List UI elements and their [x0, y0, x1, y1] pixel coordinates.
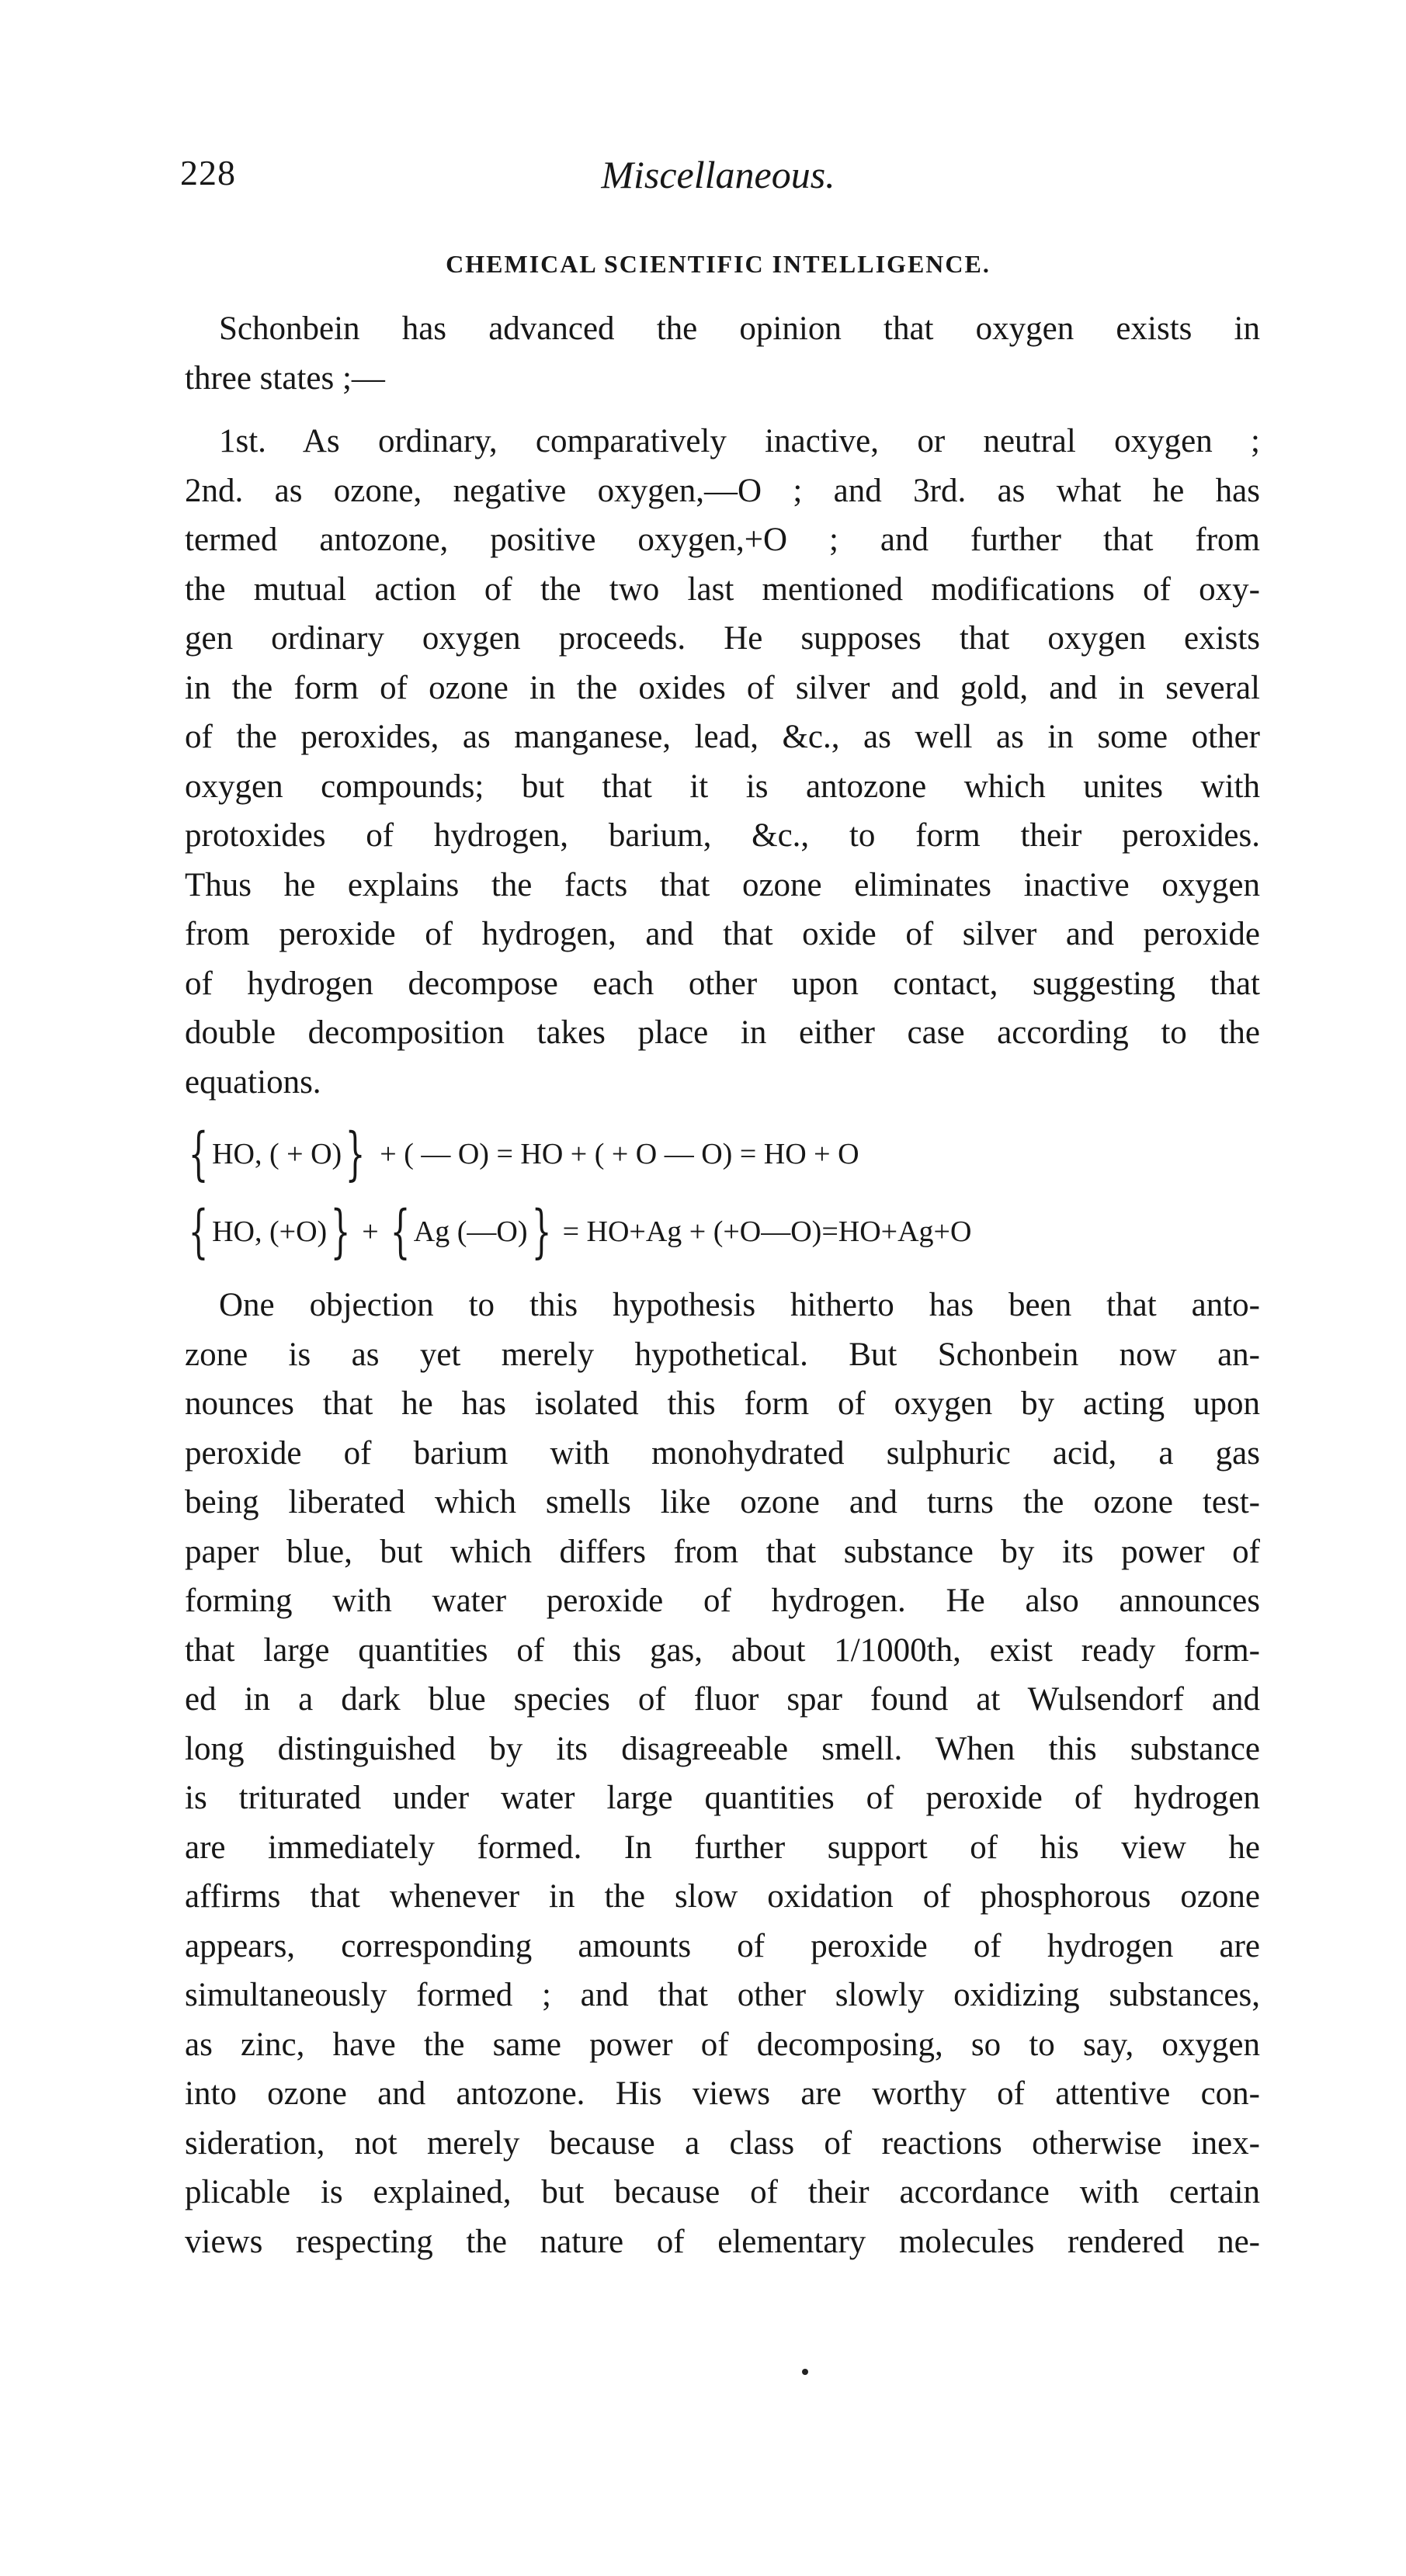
text-line: protoxides of hydrogen, barium, &c., to form their peroxides.: [185, 817, 1260, 854]
page-number: 228: [180, 153, 236, 192]
left-brace: {: [188, 1121, 209, 1187]
text-line: views respecting the nature of elementary molecules rendered ne-: [185, 2223, 1260, 2260]
text-line: appears, corresponding amounts of peroxide of hydrogen are: [185, 1927, 1260, 1964]
equation-term: Ag (—O): [413, 1215, 528, 1248]
running-title: Miscellaneous.: [601, 153, 835, 196]
equation-term: = HO+Ag + (+O—O)=HO+Ag+O: [562, 1215, 972, 1248]
text-line: 1st. As ordinary, comparatively inactive, or neutral oxygen ;: [219, 423, 1260, 459]
text-line: 2nd. as ozone, negative oxygen,—O ; and 3rd. as what he has: [185, 472, 1260, 509]
text-line: from peroxide of hydrogen, and that oxide of silver and peroxide: [185, 916, 1260, 952]
text-line: simultaneously formed ; and that other slowly oxidizing substances,: [185, 1977, 1260, 2013]
text-line: nounces that he has isolated this form of oxygen by acting upon: [185, 1385, 1260, 1422]
right-brace: }: [345, 1121, 366, 1187]
paragraph-2: [185, 417, 1260, 1107]
left-brace: {: [390, 1198, 411, 1265]
text-line: is triturated under water large quantities of peroxide of hydrogen: [185, 1780, 1260, 1816]
text-line: zone is as yet merely hypothetical. But Schonbein now an-: [185, 1336, 1260, 1373]
paragraph-1: [185, 304, 1260, 403]
text-line: into ozone and antozone. His views are worthy of attentive con-: [185, 2075, 1260, 2112]
left-brace: {: [188, 1198, 209, 1265]
text-line: as zinc, have the same power of decomposing, so to say, oxygen: [185, 2026, 1260, 2063]
text-line: termed antozone, positive oxygen,+O ; and further that from: [185, 522, 1260, 558]
text-line: long distinguished by its disagreeable smell. When this substance: [185, 1730, 1260, 1767]
text-line: are immediately formed. In further support of his view he: [185, 1829, 1260, 1866]
text-line: three states ;—: [185, 359, 385, 397]
paragraph-3: [185, 1281, 1260, 2266]
page-header: [180, 152, 1256, 206]
text-line: ed in a dark blue species of fluor spar found at Wulsendorf and: [185, 1681, 1260, 1718]
text-line: sideration, not merely because a class of reactions otherwise inex-: [185, 2124, 1260, 2162]
text-line: One objection to this hypothesis hitherto has been that anto-: [219, 1287, 1260, 1323]
text-line: double decomposition takes place in either case according to the: [185, 1014, 1260, 1051]
equation-2: [185, 1198, 1260, 1265]
text-line: that large quantities of this gas, about 1/1000th, exist ready form-: [185, 1631, 1260, 1669]
section-heading: CHEMICAL SCIENTIFIC INTELLIGENCE.: [446, 250, 991, 278]
text-line: peroxide of barium with monohydrated sulphuric acid, a gas: [185, 1434, 1260, 1472]
text-line: plicable is explained, but because of their accordance with certain: [185, 2174, 1260, 2210]
equation-1: [185, 1121, 1260, 1187]
equation-term: HO, ( + O): [212, 1138, 342, 1170]
text-line: paper blue, but which differs from that substance by its power of: [185, 1533, 1260, 1570]
text-line: Schonbein has advanced the opinion that oxygen exists in: [219, 310, 1260, 347]
right-brace: }: [531, 1198, 551, 1265]
text-line: Thus he explains the facts that ozone eliminates inactive oxygen: [185, 866, 1260, 903]
text-line: gen ordinary oxygen proceeds. He supposes that oxygen exists: [185, 620, 1260, 657]
printer-dot: [802, 2369, 808, 2375]
text-line: equations.: [185, 1063, 321, 1101]
text-line: of hydrogen decompose each other upon contact, suggesting that: [185, 965, 1260, 1002]
text-line: oxygen compounds; but that it is antozone which unites with: [185, 768, 1260, 805]
right-brace: }: [330, 1198, 351, 1265]
text-line: being liberated which smells like ozone and turns the ozone test-: [185, 1484, 1260, 1520]
equation-operator: +: [362, 1215, 379, 1248]
text-line: affirms that whenever in the slow oxidation of phosphorous ozone: [185, 1878, 1260, 1915]
text-line: the mutual action of the two last mentioned modifications of oxy-: [185, 570, 1260, 608]
text-line: in the form of ozone in the oxides of silver and gold, and in several: [185, 669, 1260, 706]
equation-term: HO, (+O): [212, 1215, 328, 1248]
equation-term: + ( — O) = HO + ( + O — O) = HO + O: [380, 1138, 859, 1170]
text-line: forming with water peroxide of hydrogen. He also announces: [185, 1583, 1260, 1619]
text-line: of the peroxides, as manganese, lead, &c., as well as in some other: [185, 719, 1260, 755]
